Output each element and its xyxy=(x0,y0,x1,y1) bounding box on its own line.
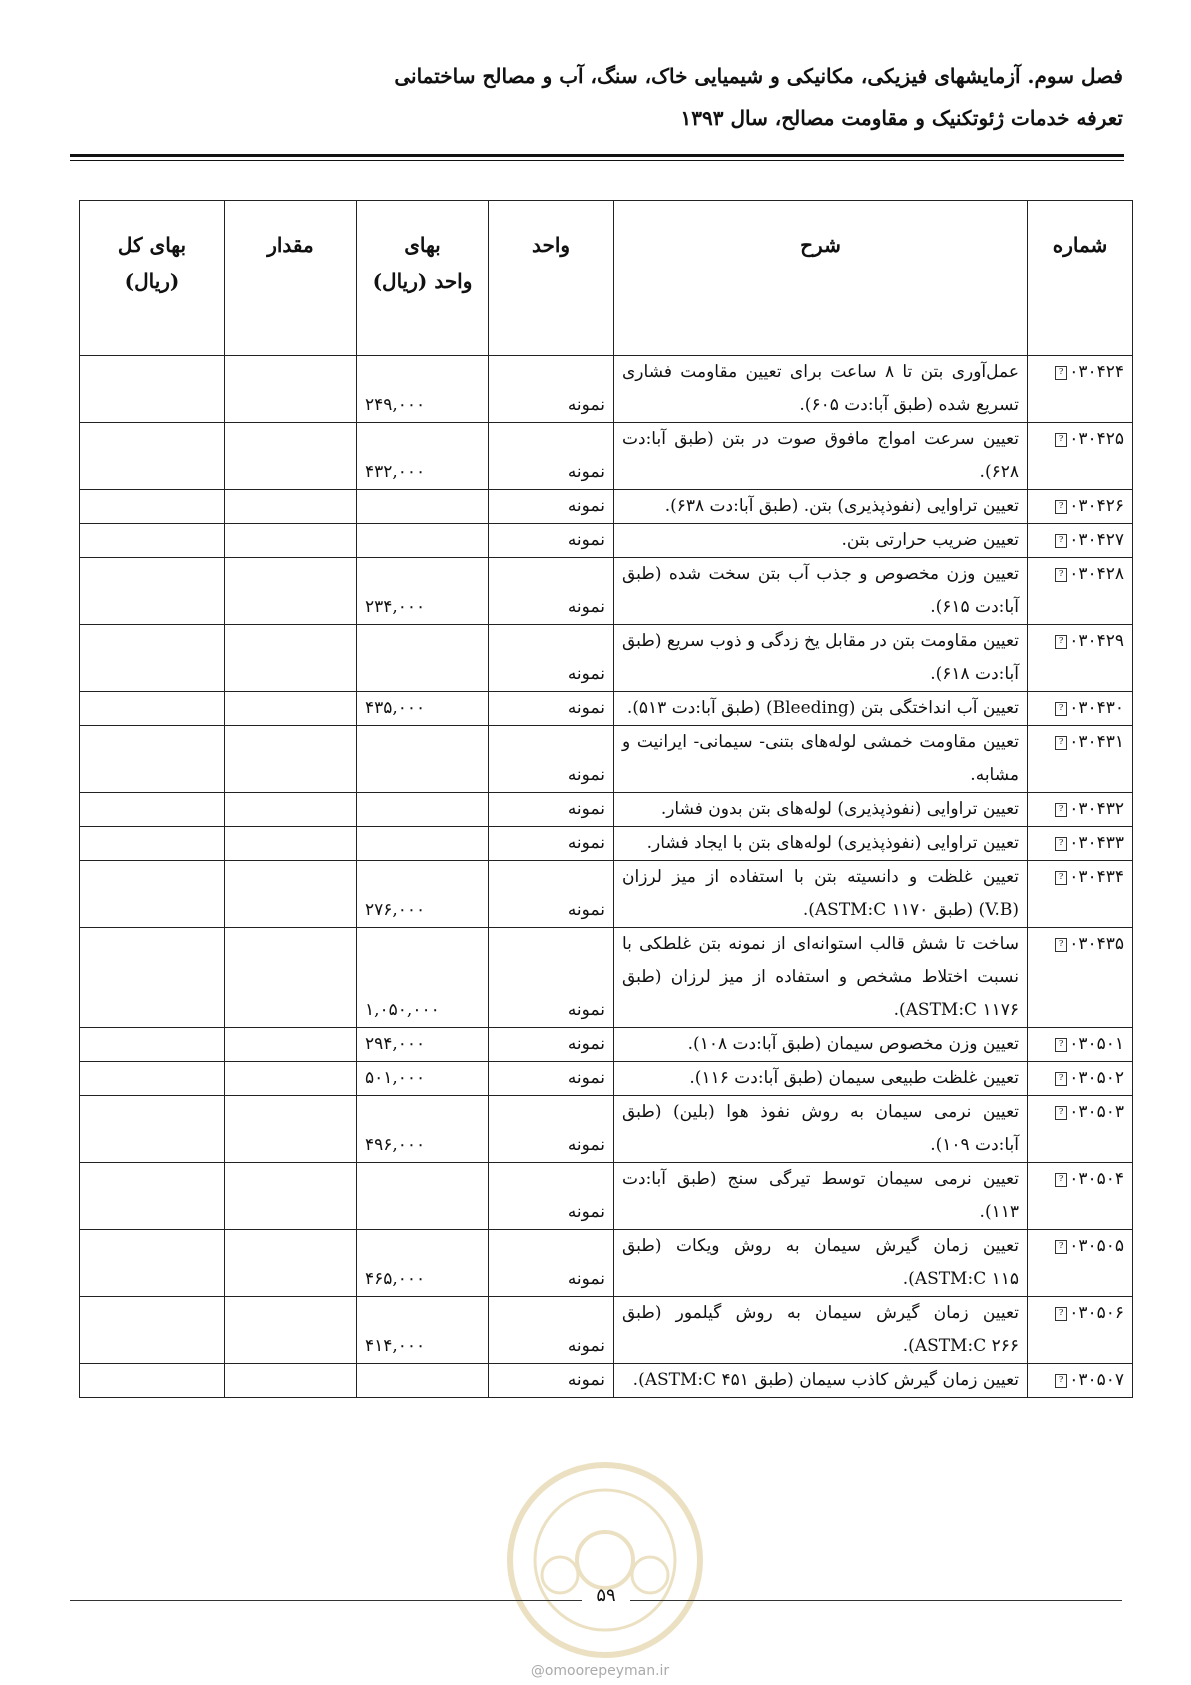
row-description: تعیین مقاومت بتن در مقابل یخ زدگی و ذوب سریع (طبق آبا:دت ۶۱۸). xyxy=(614,625,1028,692)
row-unit-price: ۴۹۶,۰۰۰ xyxy=(357,1096,489,1163)
row-unit: نمونه xyxy=(489,625,614,692)
row-number-text: ۰۳۰۴۲۷ xyxy=(1069,530,1124,550)
checkbox-icon: ? xyxy=(1055,366,1067,380)
footer-rule-left xyxy=(70,1600,582,1601)
row-unit: نمونه xyxy=(489,861,614,928)
table-row xyxy=(80,827,1133,861)
row-number xyxy=(1028,1297,1133,1364)
row-description: تعیین زمان گیرش سیمان به روش گیلمور (طبق ASTM:C ۲۶۶). xyxy=(614,1297,1028,1364)
table-row xyxy=(80,558,1133,625)
row-description: تعیین وزن مخصوص و جذب آب بتن سخت شده (طبق آبا:دت ۶۱۵). xyxy=(614,558,1028,625)
row-unit-price: ۴۱۴,۰۰۰ xyxy=(357,1297,489,1364)
table-row xyxy=(80,356,1133,423)
row-quantity xyxy=(225,861,357,928)
row-number xyxy=(1028,793,1133,827)
row-unit-price xyxy=(357,524,489,558)
row-number-text: ۰۳۰۴۳۵ xyxy=(1069,934,1124,954)
row-number-text: ۰۳۰۵۰۶ xyxy=(1069,1303,1124,1323)
row-number xyxy=(1028,1028,1133,1062)
row-quantity xyxy=(225,1297,357,1364)
row-unit: نمونه xyxy=(489,558,614,625)
row-unit-price xyxy=(357,625,489,692)
row-total xyxy=(80,423,225,490)
row-description: تعیین تراوایی (نفوذپذیری) لوله‌های بتن بدون فشار. xyxy=(614,793,1028,827)
row-number-text: ۰۳۰۴۲۸ xyxy=(1069,564,1124,584)
row-number xyxy=(1028,827,1133,861)
row-description: تعیین نرمی سیمان به روش نفوذ هوا (بلین) (طبق آبا:دت ۱۰۹). xyxy=(614,1096,1028,1163)
row-number xyxy=(1028,1230,1133,1297)
row-number-text: ۰۳۰۵۰۷ xyxy=(1069,1370,1124,1390)
row-quantity xyxy=(225,1028,357,1062)
row-unit-price: ۴۳۲,۰۰۰ xyxy=(357,423,489,490)
row-quantity xyxy=(225,524,357,558)
row-number-text: ۰۳۰۴۲۶ xyxy=(1069,496,1124,516)
row-total xyxy=(80,1028,225,1062)
row-number-text: ۰۳۰۵۰۵ xyxy=(1069,1236,1124,1256)
header-rule-thin xyxy=(70,160,1124,161)
row-unit-price: ۲۷۶,۰۰۰ xyxy=(357,861,489,928)
row-unit: نمونه xyxy=(489,1062,614,1096)
header-unit-price-line2: واحد (ریال) xyxy=(372,269,473,293)
row-unit: نمونه xyxy=(489,827,614,861)
table-row xyxy=(80,726,1133,793)
row-number xyxy=(1028,558,1133,625)
row-unit-price: ۱,۰۵۰,۰۰۰ xyxy=(357,928,489,1028)
seal-watermark xyxy=(480,1440,730,1660)
checkbox-icon: ? xyxy=(1055,568,1067,582)
table-row xyxy=(80,1028,1133,1062)
header-quantity: مقدار xyxy=(225,201,357,356)
header-total xyxy=(80,201,225,356)
row-unit: نمونه xyxy=(489,1096,614,1163)
row-unit-price xyxy=(357,490,489,524)
header-unit-price-line1: بهای xyxy=(404,233,441,257)
row-unit-price: ۲۴۹,۰۰۰ xyxy=(357,356,489,423)
checkbox-icon: ? xyxy=(1055,500,1067,514)
row-total xyxy=(80,558,225,625)
row-quantity xyxy=(225,356,357,423)
row-total xyxy=(80,1062,225,1096)
row-unit: نمونه xyxy=(489,793,614,827)
checkbox-icon: ? xyxy=(1055,534,1067,548)
row-description: تعیین غلظت طبیعی سیمان (طبق آبا:دت ۱۱۶). xyxy=(614,1062,1028,1096)
table-row xyxy=(80,1364,1133,1398)
row-number-text: ۰۳۰۵۰۲ xyxy=(1069,1068,1124,1088)
checkbox-icon: ? xyxy=(1055,433,1067,447)
row-total xyxy=(80,1096,225,1163)
row-number xyxy=(1028,625,1133,692)
row-unit: نمونه xyxy=(489,928,614,1028)
checkbox-icon: ? xyxy=(1055,635,1067,649)
table-row xyxy=(80,928,1133,1028)
row-number-text: ۰۳۰۵۰۴ xyxy=(1069,1169,1124,1189)
row-description: تعیین غلظت و دانسیته بتن با استفاده از میز لرزان (V.B) (طبق ASTM:C ۱۱۷۰). xyxy=(614,861,1028,928)
table-row xyxy=(80,1096,1133,1163)
row-total xyxy=(80,726,225,793)
row-total xyxy=(80,861,225,928)
row-unit-price: ۵۰۱,۰۰۰ xyxy=(357,1062,489,1096)
row-total xyxy=(80,1230,225,1297)
row-description: تعیین زمان گیرش سیمان به روش ویکات (طبق ASTM:C ۱۱۵). xyxy=(614,1230,1028,1297)
table-row xyxy=(80,793,1133,827)
row-description: تعیین وزن مخصوص سیمان (طبق آبا:دت ۱۰۸). xyxy=(614,1028,1028,1062)
row-quantity xyxy=(225,490,357,524)
watermark-text: @omoorepeyman.ir xyxy=(530,1663,670,1679)
row-number-text: ۰۳۰۴۲۴ xyxy=(1069,362,1124,382)
row-quantity xyxy=(225,1062,357,1096)
row-description: تعیین تراوایی (نفوذپذیری) بتن. (طبق آبا:دت ۶۳۸). xyxy=(614,490,1028,524)
row-description: تعیین سرعت امواج مافوق صوت در بتن (طبق آبا:دت ۶۲۸). xyxy=(614,423,1028,490)
row-unit-price: ۴۳۵,۰۰۰ xyxy=(357,692,489,726)
row-total xyxy=(80,1163,225,1230)
row-number-text: ۰۳۰۴۳۱ xyxy=(1069,732,1124,752)
header-total-line1: بهای کل xyxy=(117,233,187,257)
header-rule-thick xyxy=(70,154,1124,157)
row-number xyxy=(1028,692,1133,726)
table-row xyxy=(80,1297,1133,1364)
row-total xyxy=(80,625,225,692)
checkbox-icon: ? xyxy=(1055,803,1067,817)
checkbox-icon: ? xyxy=(1055,736,1067,750)
table-row xyxy=(80,423,1133,490)
row-unit-price xyxy=(357,1163,489,1230)
row-unit: نمونه xyxy=(489,1297,614,1364)
header-unit: واحد xyxy=(489,201,614,356)
row-description: تعیین تراوایی (نفوذپذیری) لوله‌های بتن با ایجاد فشار. xyxy=(614,827,1028,861)
row-quantity xyxy=(225,1364,357,1398)
row-unit: نمونه xyxy=(489,1163,614,1230)
checkbox-icon: ? xyxy=(1055,1038,1067,1052)
row-description: ساخت تا شش قالب استوانه‌ای از نمونه بتن غلطکی با نسبت اختلاط مشخص و استفاده از میز لرزان (طبق ASTM:C ۱۱۷۶). xyxy=(614,928,1028,1028)
table-row xyxy=(80,490,1133,524)
table-row xyxy=(80,625,1133,692)
row-number xyxy=(1028,1062,1133,1096)
row-unit: نمونه xyxy=(489,524,614,558)
page-header xyxy=(63,58,1123,136)
row-number-text: ۰۳۰۴۳۳ xyxy=(1069,833,1124,853)
row-number xyxy=(1028,423,1133,490)
row-number-text: ۰۳۰۴۲۹ xyxy=(1069,631,1124,651)
row-unit: نمونه xyxy=(489,692,614,726)
checkbox-icon: ? xyxy=(1055,1307,1067,1321)
checkbox-icon: ? xyxy=(1055,1072,1067,1086)
checkbox-icon: ? xyxy=(1055,938,1067,952)
table-row xyxy=(80,1163,1133,1230)
checkbox-icon: ? xyxy=(1055,1240,1067,1254)
row-total xyxy=(80,1364,225,1398)
row-quantity xyxy=(225,1163,357,1230)
checkbox-icon: ? xyxy=(1055,1173,1067,1187)
row-unit-price xyxy=(357,793,489,827)
row-description: تعیین آب انداختگی بتن (Bleeding) (طبق آبا:دت ۵۱۳). xyxy=(614,692,1028,726)
row-number-text: ۰۳۰۴۳۲ xyxy=(1069,799,1124,819)
row-description: تعیین نرمی سیمان توسط تیرگی سنج (طبق آبا:دت ۱۱۳). xyxy=(614,1163,1028,1230)
row-unit-price xyxy=(357,827,489,861)
row-number xyxy=(1028,490,1133,524)
table-row xyxy=(80,1062,1133,1096)
table-row xyxy=(80,692,1133,726)
checkbox-icon: ? xyxy=(1055,702,1067,716)
row-unit: نمونه xyxy=(489,726,614,793)
row-number xyxy=(1028,726,1133,793)
header-total-line2: (ریال) xyxy=(124,269,180,293)
table-header-row xyxy=(80,201,1133,356)
row-quantity xyxy=(225,423,357,490)
row-total xyxy=(80,928,225,1028)
row-unit-price: ۴۶۵,۰۰۰ xyxy=(357,1230,489,1297)
row-quantity xyxy=(225,692,357,726)
row-unit: نمونه xyxy=(489,356,614,423)
row-total xyxy=(80,827,225,861)
header-number: شماره xyxy=(1028,201,1133,356)
row-description: تعیین ضریب حرارتی بتن. xyxy=(614,524,1028,558)
checkbox-icon: ? xyxy=(1055,1106,1067,1120)
row-total xyxy=(80,356,225,423)
header-description: شرح xyxy=(614,201,1028,356)
header-unit-price xyxy=(357,201,489,356)
row-unit: نمونه xyxy=(489,1230,614,1297)
table-row xyxy=(80,1230,1133,1297)
row-number xyxy=(1028,928,1133,1028)
table-row xyxy=(80,861,1133,928)
row-number-text: ۰۳۰۴۳۴ xyxy=(1069,867,1124,887)
checkbox-icon: ? xyxy=(1055,871,1067,885)
row-quantity xyxy=(225,558,357,625)
row-number-text: ۰۳۰۴۲۵ xyxy=(1069,429,1124,449)
row-unit-price xyxy=(357,726,489,793)
row-description: تعیین زمان گیرش کاذب سیمان (طبق ASTM:C ۴۵۱). xyxy=(614,1364,1028,1398)
row-description: تعیین مقاومت خمشی لوله‌های بتنی- سیمانی- ایرانیت و مشابه. xyxy=(614,726,1028,793)
row-unit: نمونه xyxy=(489,1364,614,1398)
checkbox-icon: ? xyxy=(1055,837,1067,851)
row-quantity xyxy=(225,1230,357,1297)
tariff-table xyxy=(79,200,1133,1398)
row-unit: نمونه xyxy=(489,1028,614,1062)
row-unit-price xyxy=(357,1364,489,1398)
row-total xyxy=(80,1297,225,1364)
row-number xyxy=(1028,524,1133,558)
row-number xyxy=(1028,1096,1133,1163)
row-quantity xyxy=(225,726,357,793)
row-quantity xyxy=(225,1096,357,1163)
row-unit-price: ۲۹۴,۰۰۰ xyxy=(357,1028,489,1062)
document-title: تعرفه خدمات ژئوتکنیک و مقاومت مصالح، سال ۱۳۹۳ xyxy=(680,106,1123,130)
row-quantity xyxy=(225,827,357,861)
row-number xyxy=(1028,1364,1133,1398)
footer-rule-right xyxy=(630,1600,1122,1601)
row-number xyxy=(1028,1163,1133,1230)
chapter-title: فصل سوم. آزمایشهای فیزیکی، مکانیکی و شیمیایی خاک، سنگ، آب و مصالح ساختمانی xyxy=(394,64,1123,88)
row-quantity xyxy=(225,793,357,827)
row-number xyxy=(1028,861,1133,928)
row-total xyxy=(80,524,225,558)
row-total xyxy=(80,793,225,827)
row-number-text: ۰۳۰۵۰۳ xyxy=(1069,1102,1124,1122)
table-row xyxy=(80,524,1133,558)
row-quantity xyxy=(225,928,357,1028)
checkbox-icon: ? xyxy=(1055,1374,1067,1388)
row-total xyxy=(80,692,225,726)
row-number-text: ۰۳۰۵۰۱ xyxy=(1069,1034,1124,1054)
row-unit: نمونه xyxy=(489,490,614,524)
row-quantity xyxy=(225,625,357,692)
row-description: عمل‌آوری بتن تا ۸ ساعت برای تعیین مقاومت فشاری تسریع شده (طبق آبا:دت ۶۰۵). xyxy=(614,356,1028,423)
row-total xyxy=(80,490,225,524)
row-number xyxy=(1028,356,1133,423)
row-number-text: ۰۳۰۴۳۰ xyxy=(1069,698,1124,718)
page-number: ۵۹ xyxy=(596,1585,616,1606)
row-unit: نمونه xyxy=(489,423,614,490)
row-unit-price: ۲۳۴,۰۰۰ xyxy=(357,558,489,625)
